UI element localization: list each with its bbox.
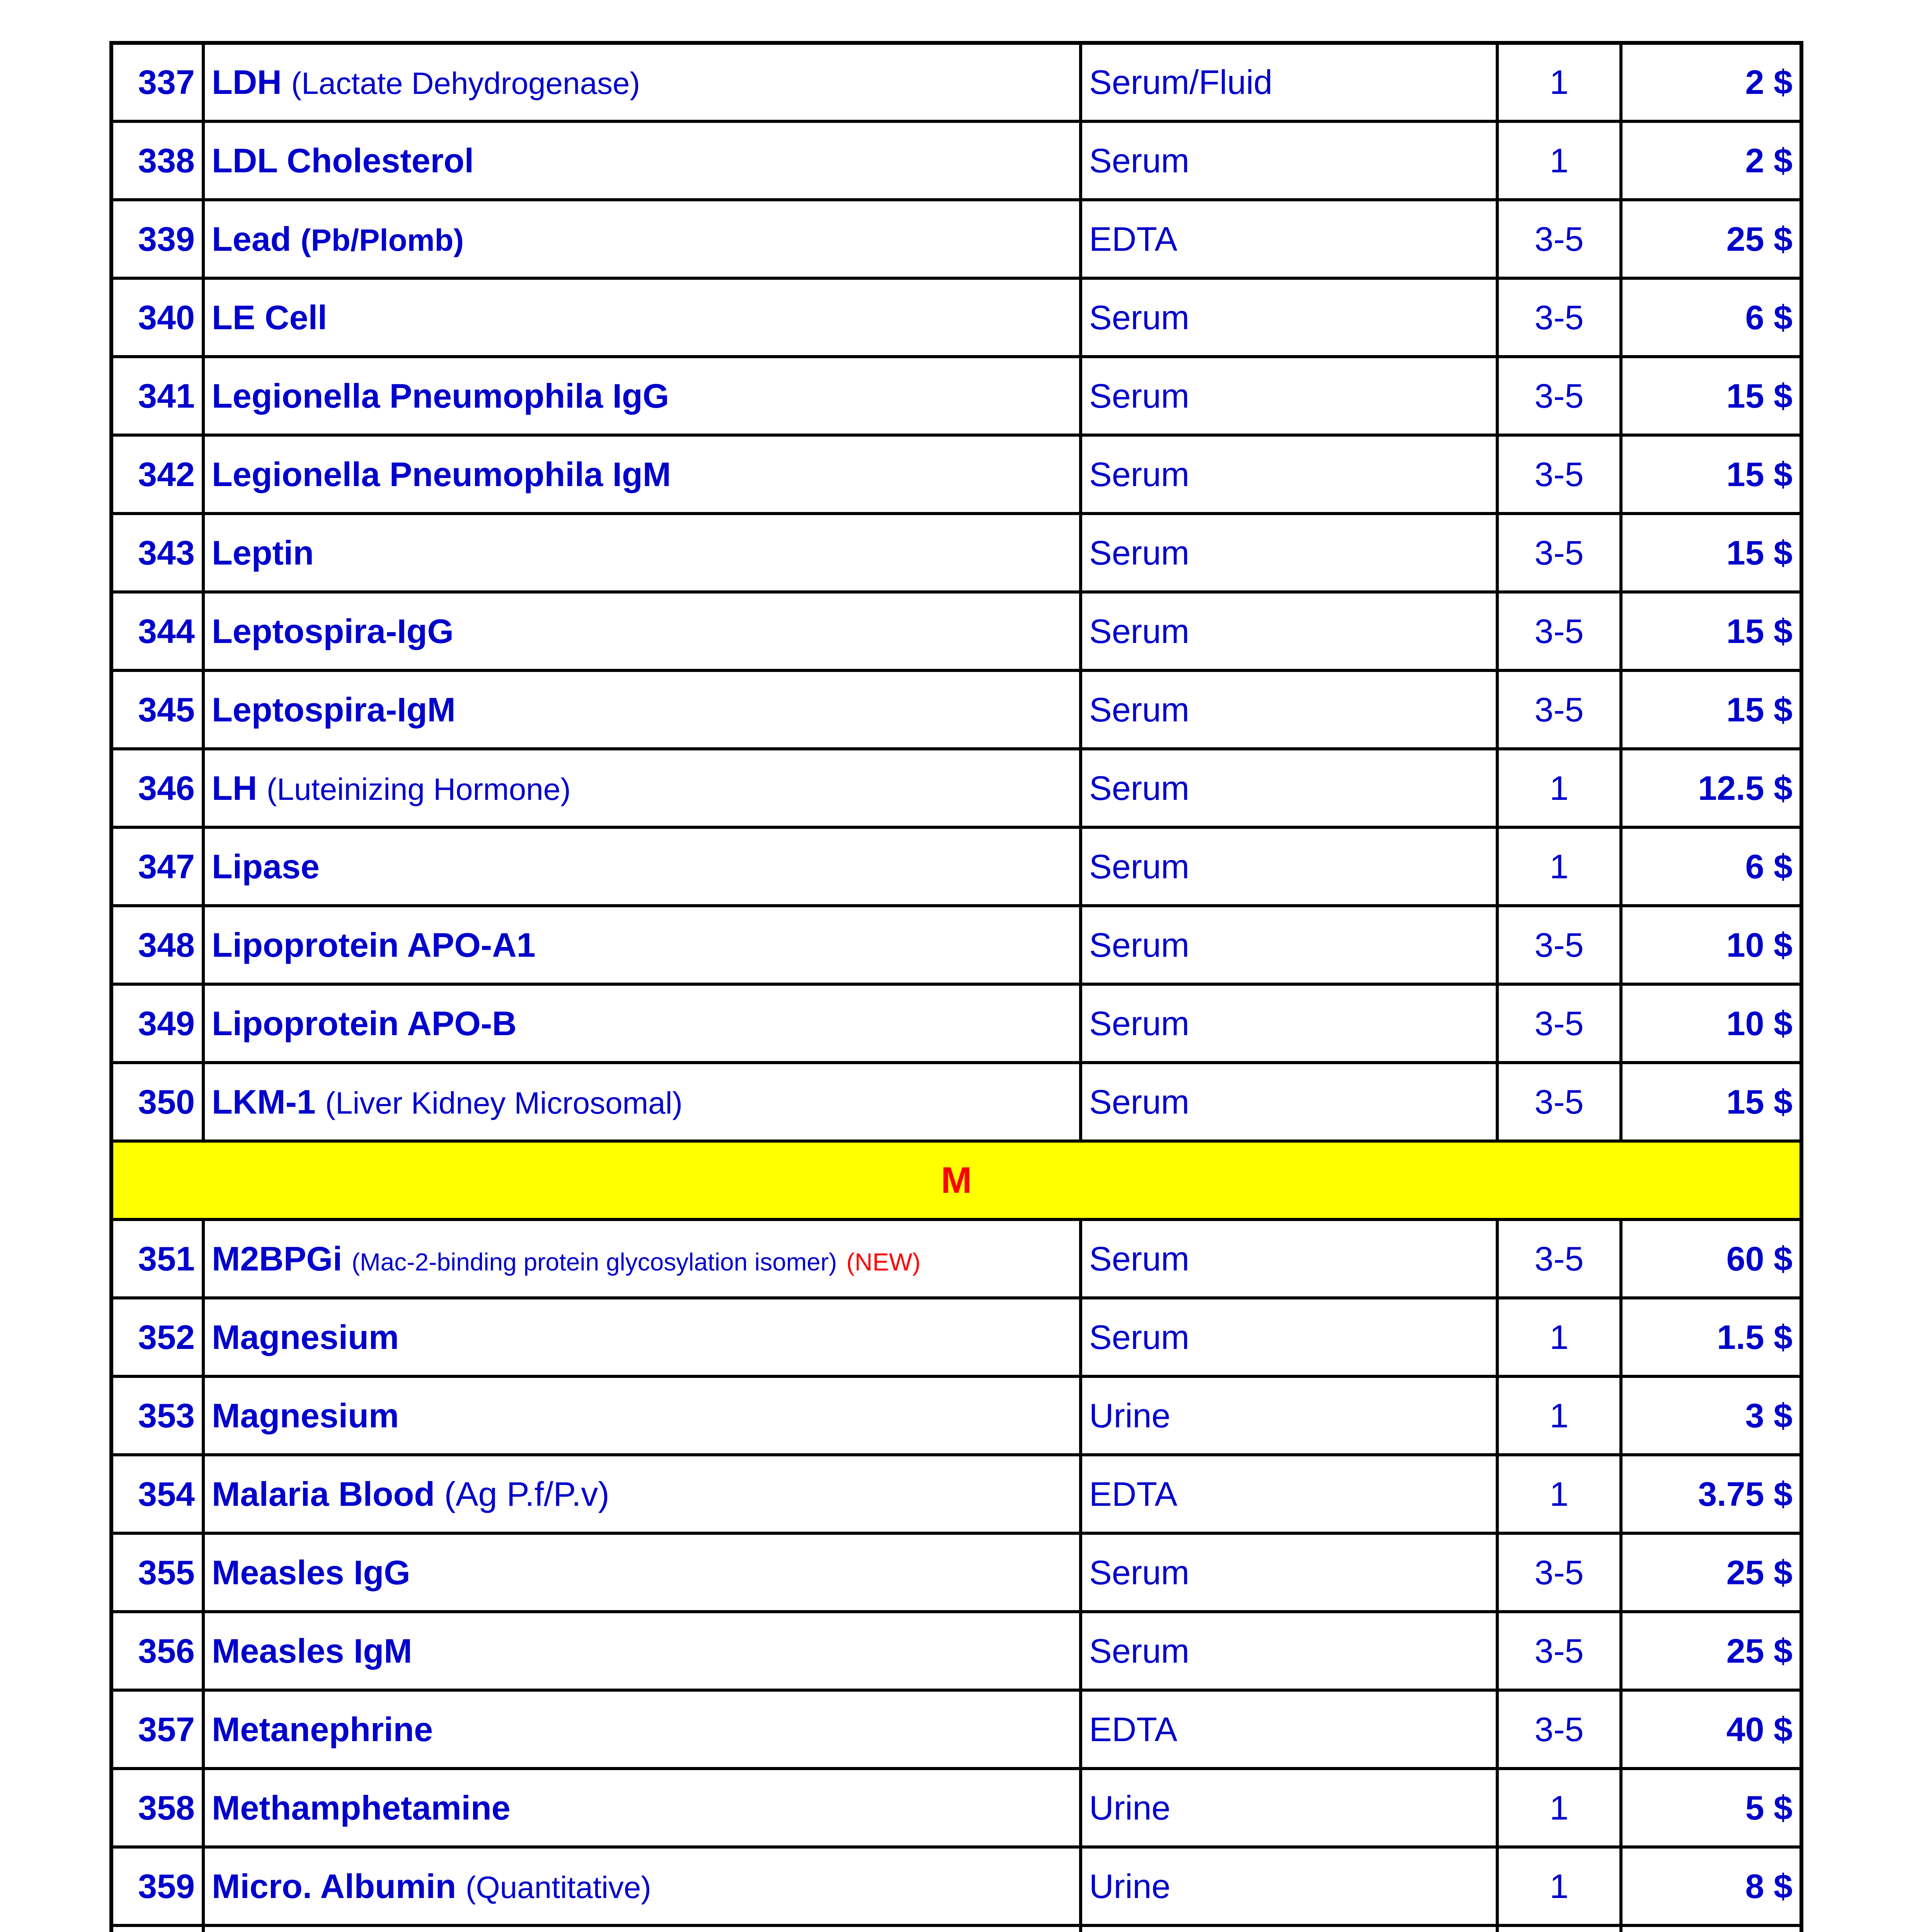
test-price [1621, 1925, 1801, 1932]
test-number: 352 [111, 1298, 203, 1376]
test-number: 356 [111, 1612, 203, 1690]
test-name: Magnesium [212, 1396, 399, 1435]
specimen-type: Serum [1081, 984, 1497, 1063]
test-price: 25 $ [1621, 1612, 1801, 1690]
test-note: (Quantitative) [465, 1870, 651, 1905]
new-badge: (NEW) [846, 1248, 921, 1276]
test-price: 15 $ [1621, 670, 1801, 749]
table-row [111, 435, 1801, 514]
test-name-cell [203, 1690, 1081, 1769]
test-number: 350 [111, 1063, 203, 1141]
table-row [111, 906, 1801, 984]
specimen-type: Serum [1081, 1063, 1497, 1141]
test-price: 40 $ [1621, 1690, 1801, 1769]
test-name-cell [203, 827, 1081, 906]
test-number: 347 [111, 827, 203, 906]
specimen-type: Serum [1081, 906, 1497, 984]
turnaround-days: 3-5 [1497, 592, 1621, 670]
test-name: Micro. Albumin [212, 1867, 456, 1905]
test-price: 2 $ [1621, 43, 1801, 121]
test-price: 5 $ [1621, 1769, 1801, 1847]
test-name: Lead [212, 219, 291, 258]
test-number: 340 [111, 278, 203, 357]
test-number [111, 1925, 203, 1932]
test-name-cell [203, 1298, 1081, 1376]
test-number: 339 [111, 200, 203, 278]
test-name: LH [212, 769, 257, 807]
specimen-type: Serum [1081, 435, 1497, 514]
test-name: Lipase [212, 847, 320, 886]
test-name-cell [203, 357, 1081, 435]
test-name-cell [203, 1376, 1081, 1455]
test-name-cell [203, 984, 1081, 1063]
turnaround-days: 1 [1497, 749, 1621, 827]
test-name-cell [203, 278, 1081, 357]
test-note: (Ag P.f/P.v) [444, 1475, 609, 1513]
test-price-table [109, 41, 1803, 1932]
specimen-type: Serum/Fluid [1081, 43, 1497, 121]
test-number: 345 [111, 670, 203, 749]
specimen-type: Serum [1081, 749, 1497, 827]
specimen-type: Serum [1081, 357, 1497, 435]
test-price: 15 $ [1621, 592, 1801, 670]
test-number: 349 [111, 984, 203, 1063]
turnaround-days: 1 [1497, 827, 1621, 906]
test-name: Legionella Pneumophila IgG [212, 376, 669, 415]
table-row [111, 749, 1801, 827]
test-number: 348 [111, 906, 203, 984]
test-name-cell [203, 906, 1081, 984]
test-name-cell [203, 514, 1081, 592]
test-name-cell [203, 43, 1081, 121]
test-name-cell [203, 1925, 1081, 1932]
test-price: 60 $ [1621, 1219, 1801, 1298]
test-name: Lipoprotein APO-B [212, 1004, 517, 1043]
turnaround-days: 1 [1497, 43, 1621, 121]
test-number: 359 [111, 1847, 203, 1925]
test-name: Measles IgG [212, 1553, 410, 1592]
table-row [111, 1376, 1801, 1455]
specimen-type: Serum [1081, 592, 1497, 670]
table-row [111, 1533, 1801, 1612]
table-row [111, 1925, 1801, 1932]
test-name: Metanephrine [212, 1710, 433, 1748]
test-number: 355 [111, 1533, 203, 1612]
section-header-row [111, 1141, 1801, 1219]
table-row [111, 1612, 1801, 1690]
test-price: 3.75 $ [1621, 1455, 1801, 1533]
specimen-type: Serum [1081, 514, 1497, 592]
rows-letter-l [111, 43, 1801, 1141]
test-price: 1.5 $ [1621, 1298, 1801, 1376]
test-price: 10 $ [1621, 984, 1801, 1063]
test-name: Magnesium [212, 1318, 399, 1356]
turnaround-days: 3-5 [1497, 200, 1621, 278]
test-price: 15 $ [1621, 435, 1801, 514]
turnaround-days: 3-5 [1497, 435, 1621, 514]
section-group [111, 1141, 1801, 1219]
specimen-type: Urine [1081, 1376, 1497, 1455]
table-row [111, 200, 1801, 278]
test-name: Leptin [212, 533, 314, 572]
turnaround-days: 3-5 [1497, 514, 1621, 592]
turnaround-days: 1 [1497, 1847, 1621, 1925]
specimen-type: Serum [1081, 827, 1497, 906]
test-price: 2 $ [1621, 121, 1801, 200]
specimen-type: Serum [1081, 670, 1497, 749]
test-name-cell [203, 749, 1081, 827]
turnaround-days: 3-5 [1497, 1219, 1621, 1298]
table-row [111, 827, 1801, 906]
test-number: 337 [111, 43, 203, 121]
test-number: 342 [111, 435, 203, 514]
turnaround-days: 1 [1497, 1298, 1621, 1376]
test-price: 6 $ [1621, 827, 1801, 906]
specimen-type: Urine [1081, 1769, 1497, 1847]
table-row [111, 1690, 1801, 1769]
turnaround-days: 1 [1497, 121, 1621, 200]
test-name-cell [203, 1769, 1081, 1847]
test-name: Lipoprotein APO-A1 [212, 925, 536, 964]
test-price: 25 $ [1621, 1533, 1801, 1612]
table-row [111, 1063, 1801, 1141]
test-number: 346 [111, 749, 203, 827]
specimen-type: Serum [1081, 121, 1497, 200]
test-name-cell [203, 435, 1081, 514]
test-name-cell [203, 1612, 1081, 1690]
rows-letter-m [111, 1219, 1801, 1932]
test-note: (Pb/Plomb) [300, 223, 464, 257]
test-note: (Mac-2-binding protein glycosylation isomer) [351, 1248, 837, 1276]
test-name-cell [203, 592, 1081, 670]
turnaround-days: 3-5 [1497, 906, 1621, 984]
test-price: 12.5 $ [1621, 749, 1801, 827]
test-name: Methamphetamine [212, 1788, 511, 1827]
test-name-cell [203, 200, 1081, 278]
test-name: Leptospira-IgG [212, 612, 454, 650]
table-row [111, 43, 1801, 121]
test-note: (Luteinizing Hormone) [266, 772, 571, 806]
turnaround-days: 3-5 [1497, 984, 1621, 1063]
test-number: 338 [111, 121, 203, 200]
table-row [111, 984, 1801, 1063]
test-name-cell [203, 1455, 1081, 1533]
turnaround-days: 3-5 [1497, 1063, 1621, 1141]
test-name-cell [203, 1533, 1081, 1612]
test-name: Measles IgM [212, 1631, 412, 1670]
table-row [111, 514, 1801, 592]
test-number: 353 [111, 1376, 203, 1455]
table-row [111, 1847, 1801, 1925]
test-note: (Lactate Dehydrogenase) [291, 66, 640, 100]
specimen-type: Urine [1081, 1847, 1497, 1925]
turnaround-days: 3-5 [1497, 1533, 1621, 1612]
test-number: 341 [111, 357, 203, 435]
test-name-cell [203, 670, 1081, 749]
specimen-type: Serum [1081, 278, 1497, 357]
turnaround-days: 3-5 [1497, 1690, 1621, 1769]
test-name: Malaria Blood [212, 1475, 435, 1513]
test-price: 15 $ [1621, 357, 1801, 435]
table-row [111, 592, 1801, 670]
table-row [111, 278, 1801, 357]
turnaround-days [1497, 1925, 1621, 1932]
test-name-cell [203, 121, 1081, 200]
turnaround-days: 1 [1497, 1455, 1621, 1533]
turnaround-days: 3-5 [1497, 1612, 1621, 1690]
test-number: 343 [111, 514, 203, 592]
table-row [111, 121, 1801, 200]
test-name: Legionella Pneumophila IgM [212, 455, 671, 493]
test-name: LE Cell [212, 298, 327, 337]
specimen-type [1081, 1925, 1497, 1932]
test-name: M2BPGi [212, 1239, 342, 1278]
test-name-cell [203, 1847, 1081, 1925]
test-name-cell [203, 1219, 1081, 1298]
test-name-cell [203, 1063, 1081, 1141]
turnaround-days: 3-5 [1497, 278, 1621, 357]
table-row [111, 357, 1801, 435]
table-row [111, 1219, 1801, 1298]
specimen-type: Serum [1081, 1298, 1497, 1376]
test-name: Leptospira-IgM [212, 690, 456, 729]
test-price: 8 $ [1621, 1847, 1801, 1925]
test-name: LDL Cholesterol [212, 141, 474, 180]
test-name: LDH [212, 63, 282, 101]
test-price: 15 $ [1621, 514, 1801, 592]
test-price: 10 $ [1621, 906, 1801, 984]
specimen-type: EDTA [1081, 1455, 1497, 1533]
test-price: 25 $ [1621, 200, 1801, 278]
turnaround-days: 1 [1497, 1376, 1621, 1455]
test-number: 357 [111, 1690, 203, 1769]
test-note: (Liver Kidney Microsomal) [325, 1085, 683, 1120]
table-row [111, 1769, 1801, 1847]
table-row [111, 1298, 1801, 1376]
turnaround-days: 3-5 [1497, 357, 1621, 435]
specimen-type: EDTA [1081, 200, 1497, 278]
test-price: 15 $ [1621, 1063, 1801, 1141]
test-name: LKM-1 [212, 1082, 316, 1121]
specimen-type: Serum [1081, 1612, 1497, 1690]
table-row [111, 670, 1801, 749]
turnaround-days: 3-5 [1497, 670, 1621, 749]
section-letter: M [111, 1141, 1801, 1219]
table-row [111, 1455, 1801, 1533]
test-number: 354 [111, 1455, 203, 1533]
turnaround-days: 1 [1497, 1769, 1621, 1847]
specimen-type: Serum [1081, 1219, 1497, 1298]
specimen-type: Serum [1081, 1533, 1497, 1612]
test-number: 351 [111, 1219, 203, 1298]
test-number: 344 [111, 592, 203, 670]
test-number: 358 [111, 1769, 203, 1847]
test-price: 3 $ [1621, 1376, 1801, 1455]
test-price: 6 $ [1621, 278, 1801, 357]
specimen-type: EDTA [1081, 1690, 1497, 1769]
